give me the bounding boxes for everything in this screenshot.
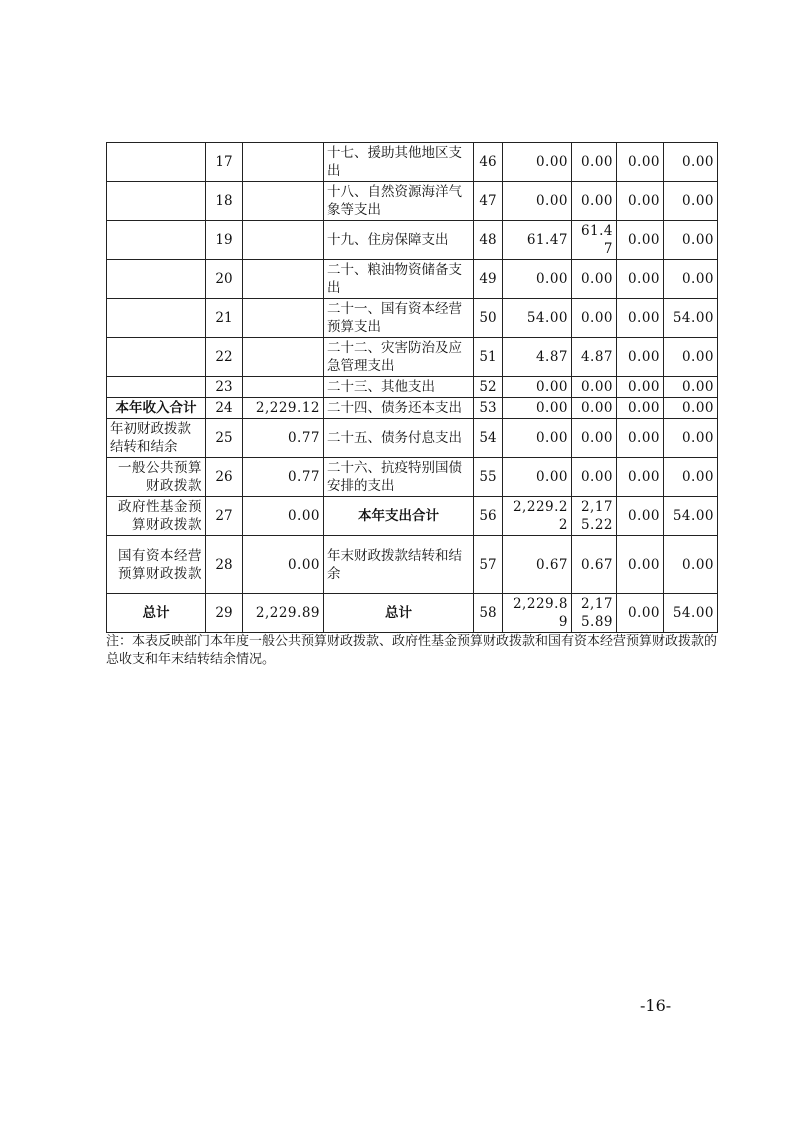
left-amount-cell: 0.00 <box>243 497 324 536</box>
general-budget-cell: 0.00 <box>572 143 617 182</box>
left-no-cell: 23 <box>206 377 243 398</box>
table-body <box>107 143 718 633</box>
total-cell: 0.00 <box>503 419 572 458</box>
fund-budget-cell: 0.00 <box>617 497 664 536</box>
right-label-cell: 二十二、灾害防治及应急管理支出 <box>324 338 474 377</box>
total-cell: 0.00 <box>503 398 572 419</box>
right-label-cell: 总计 <box>324 594 474 633</box>
left-label-cell <box>107 377 206 398</box>
table-row <box>107 143 718 182</box>
right-label-cell: 本年支出合计 <box>324 497 474 536</box>
left-no-cell: 22 <box>206 338 243 377</box>
table-row <box>107 594 718 633</box>
right-no-cell: 53 <box>474 398 503 419</box>
left-amount-cell: 2,229.89 <box>243 594 324 633</box>
general-budget-cell: 0.00 <box>572 398 617 419</box>
right-no-cell: 55 <box>474 458 503 497</box>
left-label-cell: 本年收入合计 <box>107 398 206 419</box>
left-no-cell: 19 <box>206 221 243 260</box>
right-no-cell: 46 <box>474 143 503 182</box>
left-no-cell: 28 <box>206 536 243 594</box>
fund-budget-cell: 0.00 <box>617 182 664 221</box>
general-budget-cell: 0.00 <box>572 419 617 458</box>
fund-budget-cell: 0.00 <box>617 143 664 182</box>
general-budget-cell: 2,175.22 <box>572 497 617 536</box>
right-label-cell: 十八、自然资源海洋气象等支出 <box>324 182 474 221</box>
capital-budget-cell: 0.00 <box>664 536 718 594</box>
right-label-cell: 年末财政拨款结转和结余 <box>324 536 474 594</box>
total-cell: 4.87 <box>503 338 572 377</box>
general-budget-cell: 4.87 <box>572 338 617 377</box>
right-no-cell: 50 <box>474 299 503 338</box>
right-no-cell: 48 <box>474 221 503 260</box>
left-no-cell: 18 <box>206 182 243 221</box>
left-no-cell: 24 <box>206 398 243 419</box>
table-row <box>107 299 718 338</box>
table-row <box>107 221 718 260</box>
left-no-cell: 27 <box>206 497 243 536</box>
fund-budget-cell: 0.00 <box>617 377 664 398</box>
left-label-cell <box>107 260 206 299</box>
left-label-cell <box>107 221 206 260</box>
capital-budget-cell: 0.00 <box>664 260 718 299</box>
left-label-cell: 总计 <box>107 594 206 633</box>
total-cell: 0.00 <box>503 143 572 182</box>
left-label-cell: 政府性基金预算财政拨款 <box>107 497 206 536</box>
left-no-cell: 29 <box>206 594 243 633</box>
table-row <box>107 377 718 398</box>
total-cell: 2,229.89 <box>503 594 572 633</box>
fund-budget-cell: 0.00 <box>617 260 664 299</box>
general-budget-cell: 0.00 <box>572 377 617 398</box>
general-budget-cell: 61.47 <box>572 221 617 260</box>
left-amount-cell: 0.77 <box>243 458 324 497</box>
fund-budget-cell: 0.00 <box>617 419 664 458</box>
general-budget-cell: 2,175.89 <box>572 594 617 633</box>
capital-budget-cell: 0.00 <box>664 377 718 398</box>
left-label-cell: 年初财政拨款结转和结余 <box>107 419 206 458</box>
left-amount-cell <box>243 182 324 221</box>
general-budget-cell: 0.67 <box>572 536 617 594</box>
left-label-cell <box>107 338 206 377</box>
total-cell: 0.00 <box>503 458 572 497</box>
table-row <box>107 497 718 536</box>
right-label-cell: 十九、住房保障支出 <box>324 221 474 260</box>
capital-budget-cell: 0.00 <box>664 143 718 182</box>
right-no-cell: 58 <box>474 594 503 633</box>
left-no-cell: 21 <box>206 299 243 338</box>
fund-budget-cell: 0.00 <box>617 398 664 419</box>
total-cell: 0.00 <box>503 377 572 398</box>
right-no-cell: 57 <box>474 536 503 594</box>
total-cell: 2,229.22 <box>503 497 572 536</box>
left-no-cell: 17 <box>206 143 243 182</box>
right-no-cell: 49 <box>474 260 503 299</box>
general-budget-cell: 0.00 <box>572 182 617 221</box>
left-label-cell <box>107 143 206 182</box>
capital-budget-cell: 54.00 <box>664 497 718 536</box>
capital-budget-cell: 54.00 <box>664 299 718 338</box>
right-no-cell: 54 <box>474 419 503 458</box>
left-amount-cell <box>243 299 324 338</box>
general-budget-cell: 0.00 <box>572 260 617 299</box>
fund-budget-cell: 0.00 <box>617 338 664 377</box>
left-amount-cell <box>243 338 324 377</box>
capital-budget-cell: 0.00 <box>664 338 718 377</box>
left-no-cell: 26 <box>206 458 243 497</box>
right-label-cell: 十七、援助其他地区支出 <box>324 143 474 182</box>
fund-budget-cell: 0.00 <box>617 221 664 260</box>
table-note: 注：本表反映部门本年度一般公共预算财政拨款、政府性基金预算财政拨款和国有资本经营预算财政拨款的总收支和年末结转结余情况。 <box>106 634 718 667</box>
fund-budget-cell: 0.00 <box>617 458 664 497</box>
right-label-cell: 二十、粮油物资储备支出 <box>324 260 474 299</box>
right-no-cell: 56 <box>474 497 503 536</box>
left-label-cell <box>107 182 206 221</box>
total-cell: 54.00 <box>503 299 572 338</box>
budget-table <box>106 142 718 633</box>
left-label-cell: 国有资本经营预算财政拨款 <box>107 536 206 594</box>
page-number: -16- <box>640 996 672 1015</box>
left-label-cell <box>107 299 206 338</box>
capital-budget-cell: 0.00 <box>664 458 718 497</box>
left-no-cell: 25 <box>206 419 243 458</box>
right-label-cell: 二十一、国有资本经营预算支出 <box>324 299 474 338</box>
left-amount-cell <box>243 143 324 182</box>
right-no-cell: 47 <box>474 182 503 221</box>
total-cell: 0.00 <box>503 260 572 299</box>
left-amount-cell <box>243 260 324 299</box>
right-label-cell: 二十六、抗疫特别国债安排的支出 <box>324 458 474 497</box>
table-row <box>107 419 718 458</box>
right-no-cell: 51 <box>474 338 503 377</box>
right-no-cell: 52 <box>474 377 503 398</box>
capital-budget-cell: 0.00 <box>664 398 718 419</box>
general-budget-cell: 0.00 <box>572 458 617 497</box>
general-budget-cell: 0.00 <box>572 299 617 338</box>
table-row <box>107 398 718 419</box>
right-label-cell: 二十三、其他支出 <box>324 377 474 398</box>
table-row <box>107 536 718 594</box>
right-label-cell: 二十五、债务付息支出 <box>324 419 474 458</box>
capital-budget-cell: 0.00 <box>664 182 718 221</box>
left-amount-cell: 2,229.12 <box>243 398 324 419</box>
table-row <box>107 182 718 221</box>
left-amount-cell: 0.77 <box>243 419 324 458</box>
total-cell: 61.47 <box>503 221 572 260</box>
capital-budget-cell: 54.00 <box>664 594 718 633</box>
right-label-cell: 二十四、债务还本支出 <box>324 398 474 419</box>
left-amount-cell <box>243 377 324 398</box>
left-amount-cell: 0.00 <box>243 536 324 594</box>
fund-budget-cell: 0.00 <box>617 536 664 594</box>
left-amount-cell <box>243 221 324 260</box>
table-row <box>107 338 718 377</box>
total-cell: 0.67 <box>503 536 572 594</box>
left-label-cell: 一般公共预算财政拨款 <box>107 458 206 497</box>
total-cell: 0.00 <box>503 182 572 221</box>
fund-budget-cell: 0.00 <box>617 299 664 338</box>
table-row <box>107 458 718 497</box>
table-row <box>107 260 718 299</box>
left-no-cell: 20 <box>206 260 243 299</box>
fund-budget-cell: 0.00 <box>617 594 664 633</box>
capital-budget-cell: 0.00 <box>664 221 718 260</box>
capital-budget-cell: 0.00 <box>664 419 718 458</box>
